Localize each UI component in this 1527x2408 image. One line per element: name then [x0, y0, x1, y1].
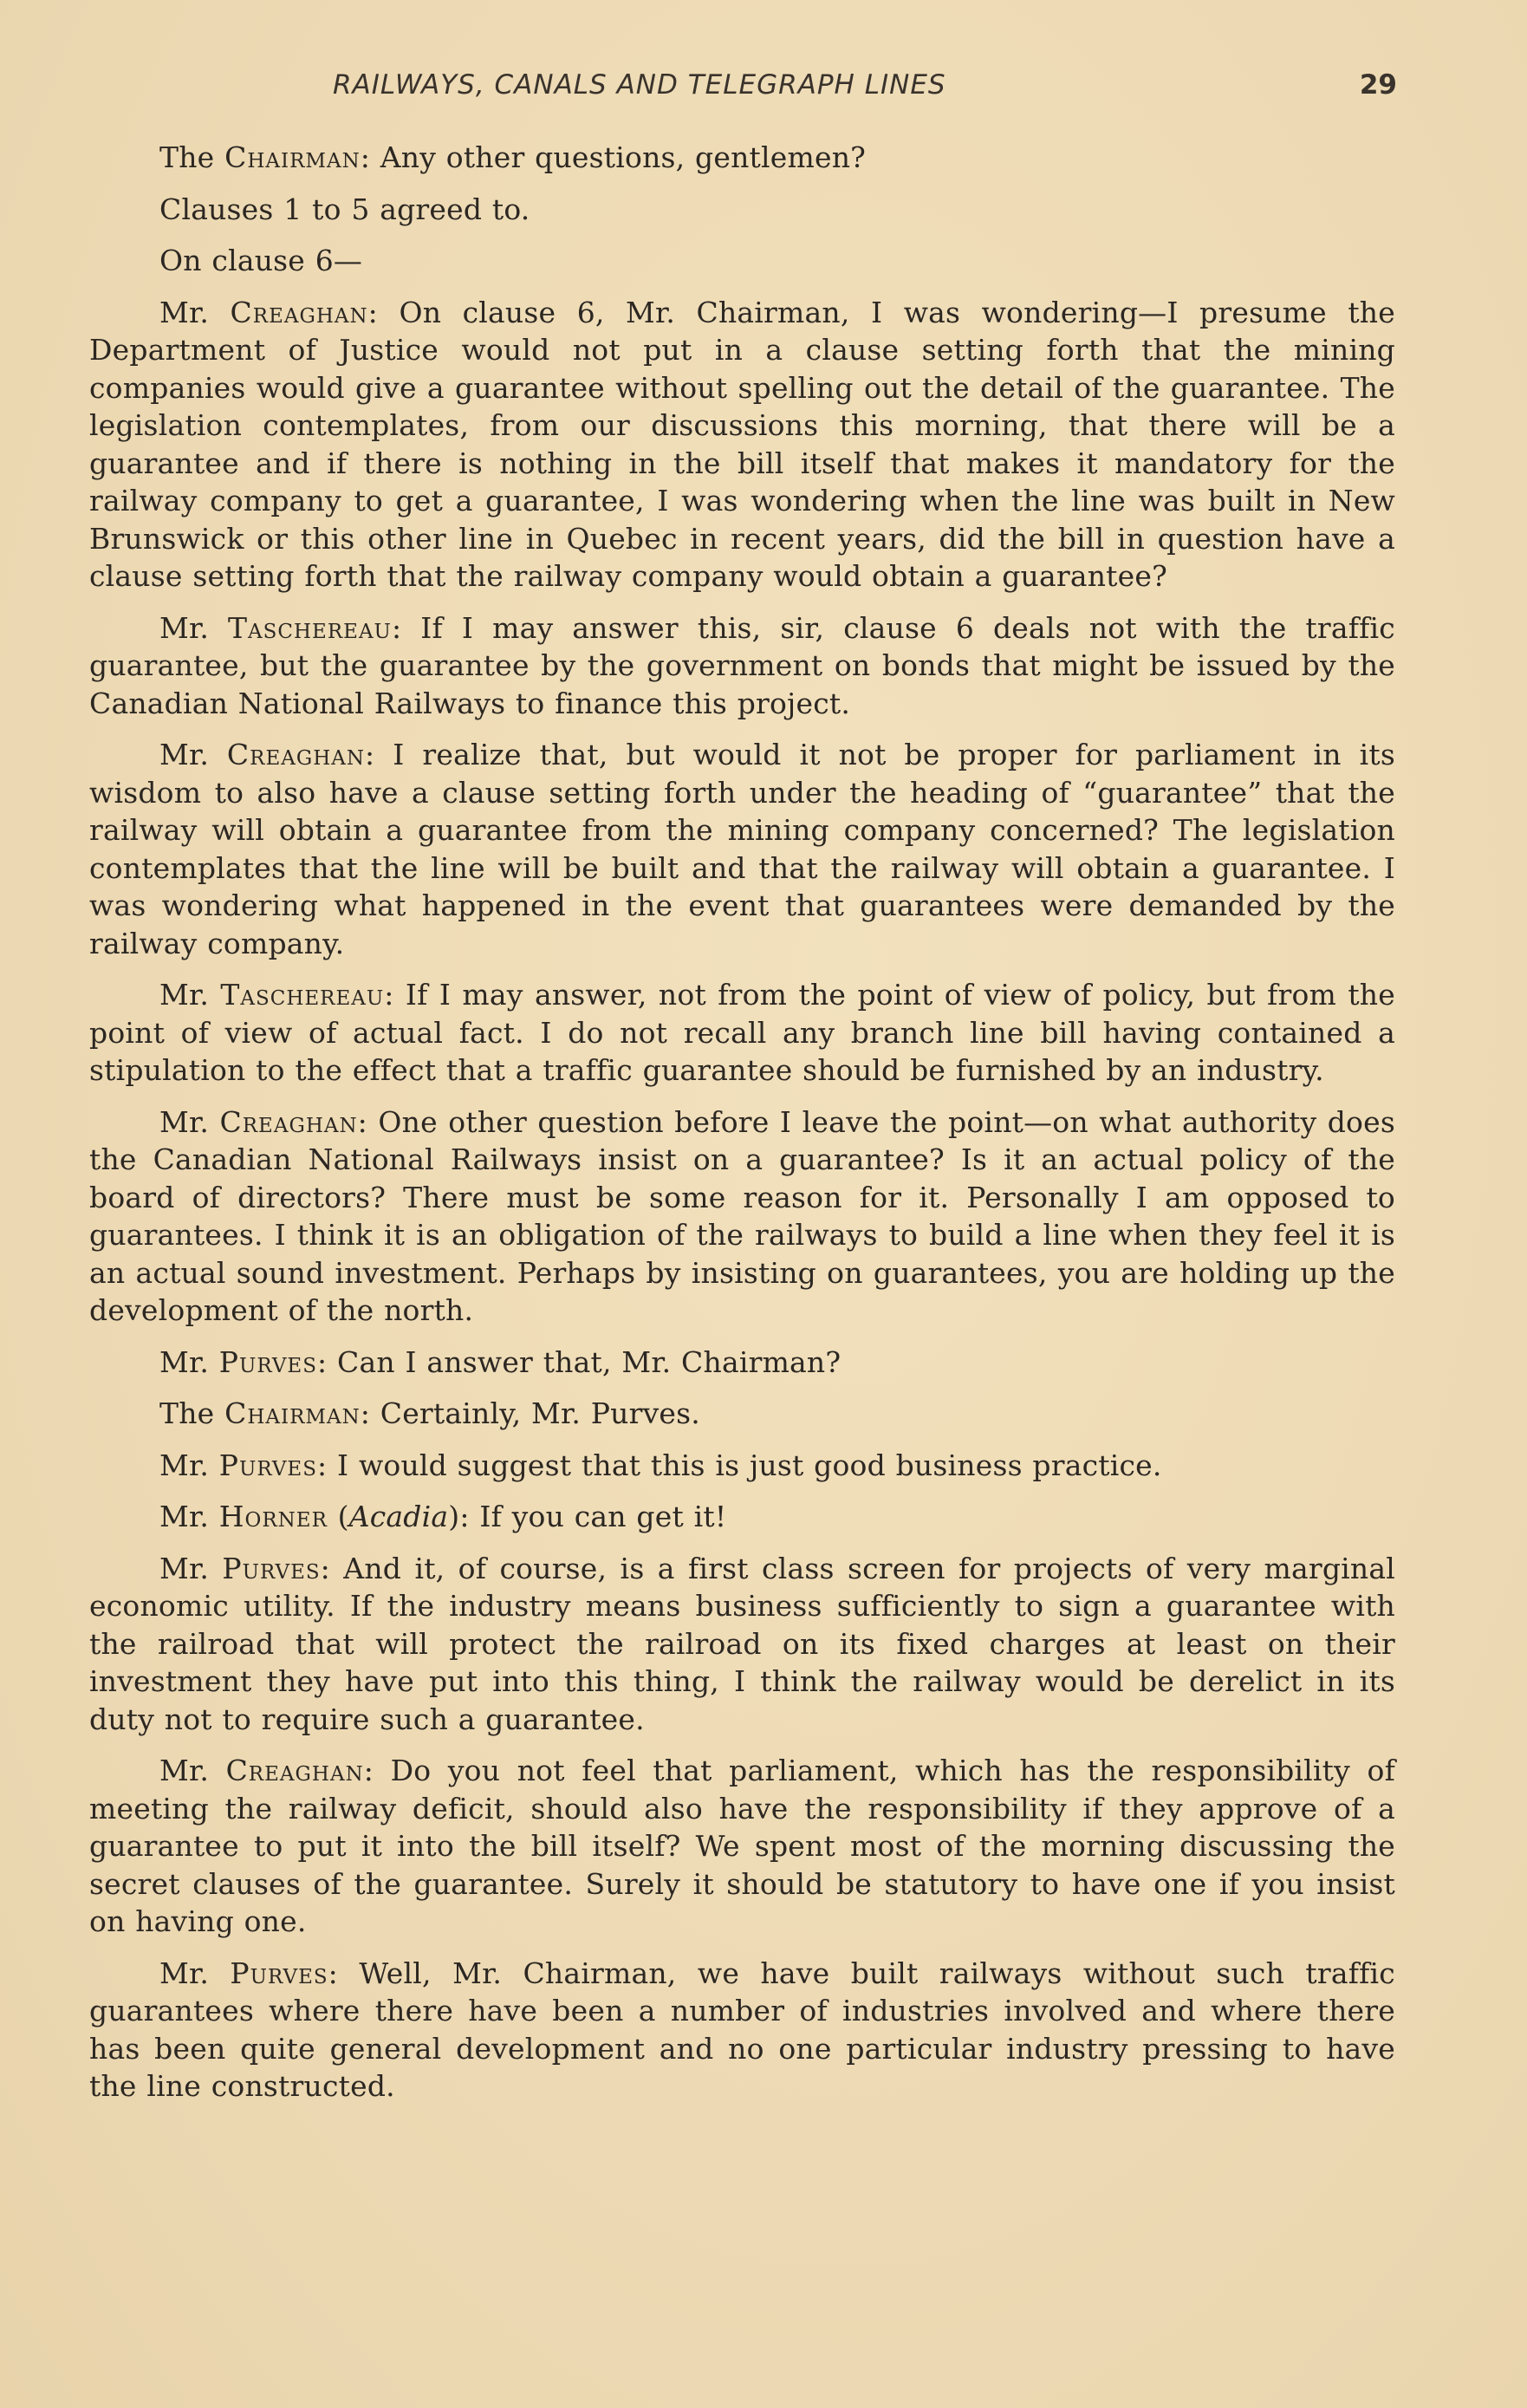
paragraph: [89, 1752, 1395, 1941]
speaker-colon: :: [320, 1551, 330, 1585]
procedure-text: On clause 6—: [159, 244, 363, 277]
speaker-colon: :: [316, 1344, 328, 1379]
paragraph: [89, 139, 1395, 177]
speech-text: Certainly, Mr. Purves.: [380, 1396, 700, 1430]
paragraph: [89, 976, 1395, 1090]
paragraph: [89, 1103, 1395, 1330]
speaker-colon: :: [357, 1104, 367, 1139]
speaker-title: Mr.: [159, 1104, 210, 1139]
speaker-title: Mr.: [159, 1344, 210, 1379]
speech-text: One other question before I leave the point—on what authority does the Canadian National Railways insist on a guarantee? Is it an actual policy of the board of directors? There must be some reason for it. Personally I am opposed to guarantees. I think it is an obligation of the railways to build a line when they feel it is an actual sound investment. Perhaps by insisting on guarantees, you are holding up the development of the north.: [89, 1104, 1395, 1327]
page-number: 29: [1359, 69, 1397, 101]
speaker-title: Mr.: [159, 610, 210, 645]
speaker-colon: :: [459, 1500, 470, 1533]
speaker-colon: :: [384, 978, 394, 1012]
running-head-title: RAILWAYS, CANALS AND TELEGRAPH LINES: [333, 69, 946, 101]
paragraph: [89, 1395, 1395, 1433]
speaker-name: Purves: [222, 1551, 321, 1585]
speaker-name: Chairman: [224, 140, 361, 174]
speaker-name: Purves: [230, 1956, 328, 1990]
speaker-colon: :: [360, 140, 371, 174]
speaker-name: Creaghan: [225, 1754, 364, 1787]
speaker-title: Mr.: [159, 295, 210, 329]
speech-text: I realize that, but would it not be proper for parliament in its wisdom to also have a clause setting forth under the heading of “guarantee” that the railway will obtain a guarantee from the mining company concerned? The legislation contemplates that the line will be built and that the railway will obtain a guarantee. I was wondering what happened in the event that guarantees were demanded by the railway company.: [89, 738, 1395, 960]
speech-text: If I may answer, not from the point of view of policy, but from the point of view of actual fact. I do not recall any branch line bill having contained a stipulation to the effect that a traffic guarantee should be furnished by an industry.: [89, 978, 1395, 1087]
speaker-colon: :: [360, 1396, 371, 1430]
speaker-name: Creaghan: [226, 738, 366, 771]
speaker-name: Taschereau: [228, 610, 392, 645]
speaker-title: Mr.: [159, 1754, 210, 1787]
running-head: [159, 69, 1397, 104]
speaker-name: Horner: [218, 1500, 328, 1533]
paragraph: [89, 1447, 1395, 1485]
paragraph: [89, 1550, 1395, 1739]
paragraph: [89, 242, 1395, 280]
paragraph: [89, 1955, 1395, 2105]
speaker-name: Chairman: [224, 1396, 361, 1430]
speech-text: Well, Mr. Chairman, we have built railways without such traffic guarantees where there have been a number of industries involved and where there has been quite general development and no one particular industry pressing to have the line constructed.: [89, 1956, 1395, 2103]
speaker-title: Mr.: [159, 1551, 210, 1585]
speech-text: I would suggest that this is just good business practice.: [337, 1448, 1162, 1482]
speech-text: Do you not feel that parliament, which has the responsibility of meeting the railway deficit, should also have the responsibility if they approve of a guarantee to put it into the bill itself? We spent most of the morning discussing the secret clauses of the guarantee. Surely it should be statutory to have one if you insist on having one.: [89, 1754, 1395, 1938]
paragraph: [89, 609, 1395, 723]
speaker-colon: :: [365, 738, 375, 771]
speaker-colon: :: [316, 1448, 328, 1482]
speaker-riding: Acadia: [348, 1500, 449, 1533]
speaker-title: Mr.: [159, 738, 210, 771]
speech-text: Can I answer that, Mr. Chairman?: [337, 1344, 841, 1379]
speaker-title: The: [159, 1396, 215, 1430]
speaker-title: Mr.: [159, 1448, 210, 1482]
paragraph: [89, 1344, 1395, 1382]
paragraph: [89, 294, 1395, 595]
speaker-colon: :: [328, 1956, 338, 1990]
speaker-title: Mr.: [159, 1500, 210, 1533]
speech-text: Any other questions, gentlemen?: [380, 140, 867, 174]
speaker-name: Purves: [218, 1448, 317, 1482]
speech-text: On clause 6, Mr. Chairman, I was wondering—I presume the Department of Justice would not put in a clause setting forth that the mining companies would give a guarantee without spelling out the detail of the guarantee. The legislation contemplates, from our discussions this morning, that there will be a guarantee and if there is nothing in the bill itself that makes it mandatory for the railway company to get a guarantee, I was wondering when the line was built in New Brunswick or this other line in Quebec in recent years, did the bill in question have a clause setting forth that the railway company would obtain a guarantee?: [89, 295, 1395, 593]
paragraph: Mr. Horner (Acadia): If you can get it!: [159, 1500, 727, 1533]
speaker-title: Mr.: [159, 978, 210, 1012]
procedure-text: Clauses 1 to 5 agreed to.: [159, 192, 530, 226]
paragraph: [89, 736, 1395, 962]
speaker-colon: :: [391, 610, 402, 645]
speaker-name: Purves: [218, 1344, 317, 1379]
body-text: [89, 139, 1395, 2119]
speech-text: And it, of course, is a first class screen for projects of very marginal economic utility. If the industry means business sufficiently to sign a guarantee with the railroad that will protect the railroad on its fixed charges at least on their investment they have put into this thing, I think the railway would be derelict in its duty not to require such a guarantee.: [89, 1551, 1395, 1736]
speech-text: If I may answer this, sir, clause 6 deals not with the traffic guarantee, but the guarantee by the government on bonds that might be issued by the Canadian National Railways to finance this project.: [89, 610, 1395, 720]
speaker-colon: :: [363, 1754, 374, 1787]
speaker-name: Creaghan: [219, 1104, 358, 1139]
speaker-title: The: [159, 140, 215, 174]
speaker-name: Taschereau: [220, 978, 385, 1012]
speaker-colon: :: [367, 295, 378, 329]
speaker-name: Creaghan: [230, 295, 368, 329]
speaker-title: Mr.: [159, 1956, 210, 1990]
speech-text: If you can get it!: [479, 1500, 727, 1533]
paragraph: [89, 191, 1395, 229]
